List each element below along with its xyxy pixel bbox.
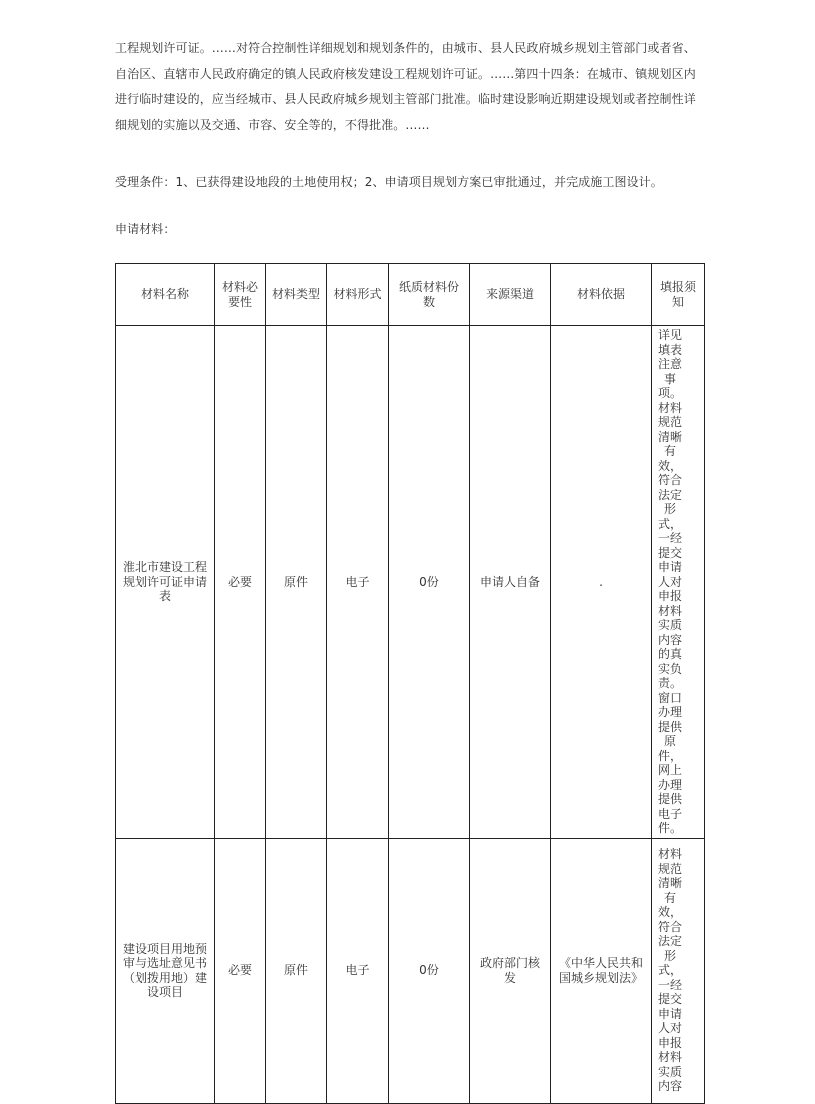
notes-text: 详见填表注意事项。材料规范清晰有效，符合法定形式，一经提交申请人对申报材料实质内容的真实负责。窗口办理提供原件，网上办理提供电子件。 bbox=[658, 328, 683, 835]
cell-material-name: 建设项目用地预审与选址意见书（划拨用地）建设项目 bbox=[116, 838, 215, 1103]
header-form: 材料形式 bbox=[327, 264, 389, 326]
cell-type: 原件 bbox=[266, 838, 327, 1103]
cell-required: 必要 bbox=[215, 326, 266, 839]
cell-required: 必要 bbox=[215, 838, 266, 1103]
header-paper-copies: 纸质材料份数 bbox=[389, 264, 470, 326]
cell-source: 申请人自备 bbox=[470, 326, 551, 839]
table-row bbox=[116, 838, 705, 1103]
cell-form: 电子 bbox=[327, 838, 389, 1103]
cell-paper-copies: 0份 bbox=[389, 326, 470, 839]
header-basis: 材料依据 bbox=[551, 264, 652, 326]
header-source: 来源渠道 bbox=[470, 264, 551, 326]
table-header-row bbox=[116, 264, 705, 326]
acceptance-conditions: 受理条件：1、已获得建设地段的土地使用权；2、申请项目规划方案已审批通过，并完成施工图设计。 bbox=[115, 175, 663, 189]
table-row bbox=[116, 326, 705, 839]
cell-material-name: 淮北市建设工程规划许可证申请表 bbox=[116, 326, 215, 839]
header-notes: 填报须知 bbox=[652, 264, 705, 326]
cell-paper-copies: 0份 bbox=[389, 838, 470, 1103]
header-material-name: 材料名称 bbox=[116, 264, 215, 326]
cell-notes bbox=[652, 326, 705, 839]
cell-basis: . bbox=[551, 326, 652, 839]
cell-basis: 《中华人民共和国城乡规划法》 bbox=[551, 838, 652, 1103]
materials-table bbox=[115, 263, 705, 1104]
header-required: 材料必要性 bbox=[215, 264, 266, 326]
materials-heading: 申请材料： bbox=[115, 222, 176, 236]
cell-source: 政府部门核发 bbox=[470, 838, 551, 1103]
intro-paragraph: 工程规划许可证。……对符合控制性详细规划和规划条件的，由城市、县人民政府城乡规划主管部门或者省、自治区、直辖市人民政府确定的镇人民政府核发建设工程规划许可证。……第四十四条：在城市、镇规划区内进行临时建设的，应当经城市、县人民政府城乡规划主管部门批准。临时建设影响近期建设规划或者控制性详细规划的实施以及交通、市容、安全等的，不得批准。…… bbox=[115, 41, 696, 132]
header-type: 材料类型 bbox=[266, 264, 327, 326]
notes-text: 材料规范清晰有效，符合法定形式，一经提交申请人对申报材料实质内容 bbox=[658, 847, 683, 1094]
cell-form: 电子 bbox=[327, 326, 389, 839]
cell-notes bbox=[652, 838, 705, 1103]
cell-type: 原件 bbox=[266, 326, 327, 839]
